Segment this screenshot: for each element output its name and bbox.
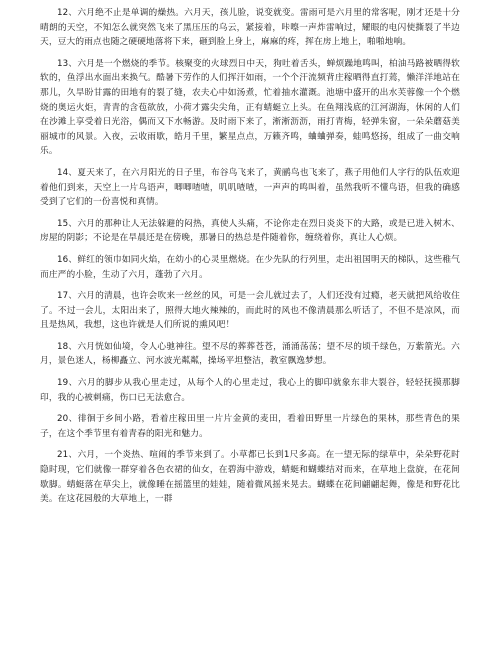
paragraph-19: 19、六月的脚步从我心里走过，从每个人的心里走过，我心上的脚印就象东非大裂谷，轻轻抚摸那脚印，我的心被刺痛，伤口已无法愈合。	[40, 378, 460, 403]
paragraph-21: 21、六月，一个炎热、喧闹的季节来到了。小草都已长到1尺多高。在一望无际的绿草中，朵朵野花时隐时现，它们就像一群穿着各色衣裙的仙女，在碧海中游戏，蜻蜓和蝴蝶结对而来，在草地上盘旋，在花间歇脚。蜻蜓落在草尖上，就像睡在摇篮里的娃娃，随着微风摇来晃去。蝴蝶在花间翩翩起舞，像是和野花比美。在这花园般的大草地上，一群	[40, 450, 460, 505]
paragraph-12: 12、六月绝不止是单调的燥热。六月天，孩儿脸，说变就变。雷雨可是六月里的常客呢，刚才还是十分晴朗的天空，不知怎么就突然飞来了黑压压的乌云，紧接着，咔嚓一声炸雷响过，耀眼的电闪使撕裂了半边天，豆大的雨点也随之硬硬地落将下来，砸到脸上身上，麻麻的疼，挥在房上地上，啪啪地响。	[40, 8, 460, 48]
paragraph-13: 13、六月是一个燃烧的季节。核聚变的火球烈日中天，狗吐着舌头，蝉烦躁地鸣叫，柏油马路被晒得软软的，鱼浮出水面出来换气。酷暑下劳作的人们挥汗如雨，一个个汗流频背庄稼晒得直打蔫，懒洋洋地站在那儿，久旱盼甘露的田地有的裂了缝，农夫心中如汤煮，忙着抽水灌溉。池塘中盛开的出水芙蓉像一个个燃烧的奥运火炬，青青的含苞欲放，小荷才露尖尖角，正有蜻蜓立上头。在鱼翔浅底的江河湖海，休闲的人们在沙滩上享受着日光浴，偶而又下水畅游。及时雨下来了，淅淅沥沥，雨打青梅，轻弹朱窗，一朵朵蘑菇美丽城市的风景。入夜，云收雨歇，皓月千里，繁星点点，万籁齐鸣，蛐蛐弹奏，蛙鸣悠扬，组成了一曲交响乐。	[40, 58, 460, 157]
paragraph-17: 17、六月的清晨，也许会吹来一丝丝的风，可是一会儿就过去了，人们还没有过瘾，老天就把风给收住了。不过一会儿，太阳出来了，照得大地火辣辣的，而此时的风也不像清晨那么听话了，不但不是凉风，而且是热风，我想，这也许就是人们所说的熏风吧！	[40, 291, 460, 331]
paragraph-14: 14、夏天来了，在六月阳光的日子里，布谷鸟飞来了，黄鹂鸟也飞来了，燕子用他们人字行的队伍欢迎着他们到来，天空上一片鸟语声，唧唧喳喳，叽叽喳喳，一声声的鸣叫着，虽然我听不懂鸟语，但我的确感受到了它们的一份喜悦和真情。	[40, 167, 460, 208]
paragraph-15: 15、六月的那种让人无法躲避的闷热，真使人头痛，不论你走在烈日炎炎下的大路，或是已进入树木、房屋的阴影；不论是在旱晨还是在傍晚，那暑日的热总是件随着你，缠绕着你，真让人心烦。	[40, 218, 460, 244]
paragraph-16: 16、鲜红的领巾如同火焰，在幼小的心灵里燃烧。在少先队的行列里，走出祖国明天的梯队，这些稚气而庄严的小脸，生动了六月，蓬勃了六月。	[40, 254, 460, 280]
paragraph-18: 18、六月恍如仙境，令人心驰神往。望不尽的葬葬苍苍，涌涌荡荡；望不尽的顷千绿色，万紫箭光。六月，景色迷人，杨柳矗立、河水波光粼粼，操场平坦整洁，教室飘逸梦想。	[40, 341, 460, 367]
paragraph-20: 20、徘徊于乡间小路，看着庄稼田里一片片金黄的麦田，看着田野里一片绿色的果林，那些青色的果子，在这个季节里有着青春的阳光和魅力。	[40, 414, 460, 439]
